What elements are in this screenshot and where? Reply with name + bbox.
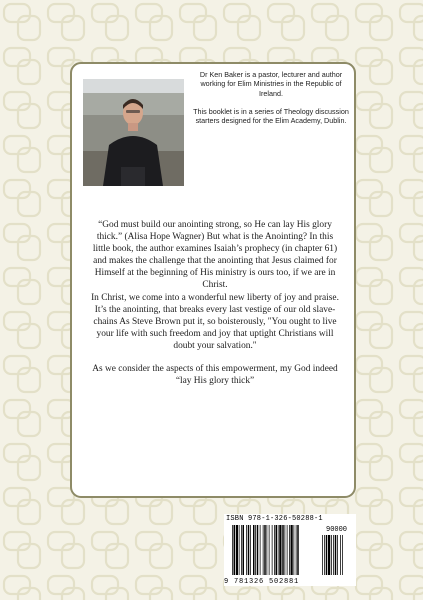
author-bio-paragraph: Dr Ken Baker is a pastor, lecturer and author working for Elim Ministries in the Republic of Ireland.	[199, 70, 343, 98]
price-code: 90000	[326, 526, 348, 534]
book-blurb	[88, 219, 342, 387]
isbn-label: ISBN 978-1-326-50288-1	[226, 515, 323, 523]
author-bio	[190, 70, 352, 134]
blurb-paragraph-3: As we consider the aspects of this empowerment, my God indeed “lay His glory thick”	[92, 364, 338, 387]
blurb-paragraph-1: “God must build our anointing strong, so He can lay His glory thick.” (Alisa Hope Wagner) But what is the Anointing? In this little book, the author examines Isaiah’s prophecy (in chapter 61) and makes the challenge that the anointing that Jesus claimed for Himself at the beginning of His ministry is ours too, if we are in Christ.	[92, 220, 338, 291]
barcode-number: 9 781326 502881	[224, 578, 300, 586]
author-photo	[83, 79, 184, 186]
barcode-bars	[232, 525, 352, 577]
series-note-paragraph: This booklet is in a series of Theology discussion starters designed for the Elim Academy, Dublin.	[193, 106, 349, 126]
blurb-paragraph-2: In Christ, we come into a wonderful new liberty of joy and praise. It’s the anointing, that breaks every last vestige of our old slave-chains As Steve Brown put it, so boisterously, "You ought to live your life with such freedom and joy that uptight Christians will doubt your salvation."	[91, 292, 339, 351]
